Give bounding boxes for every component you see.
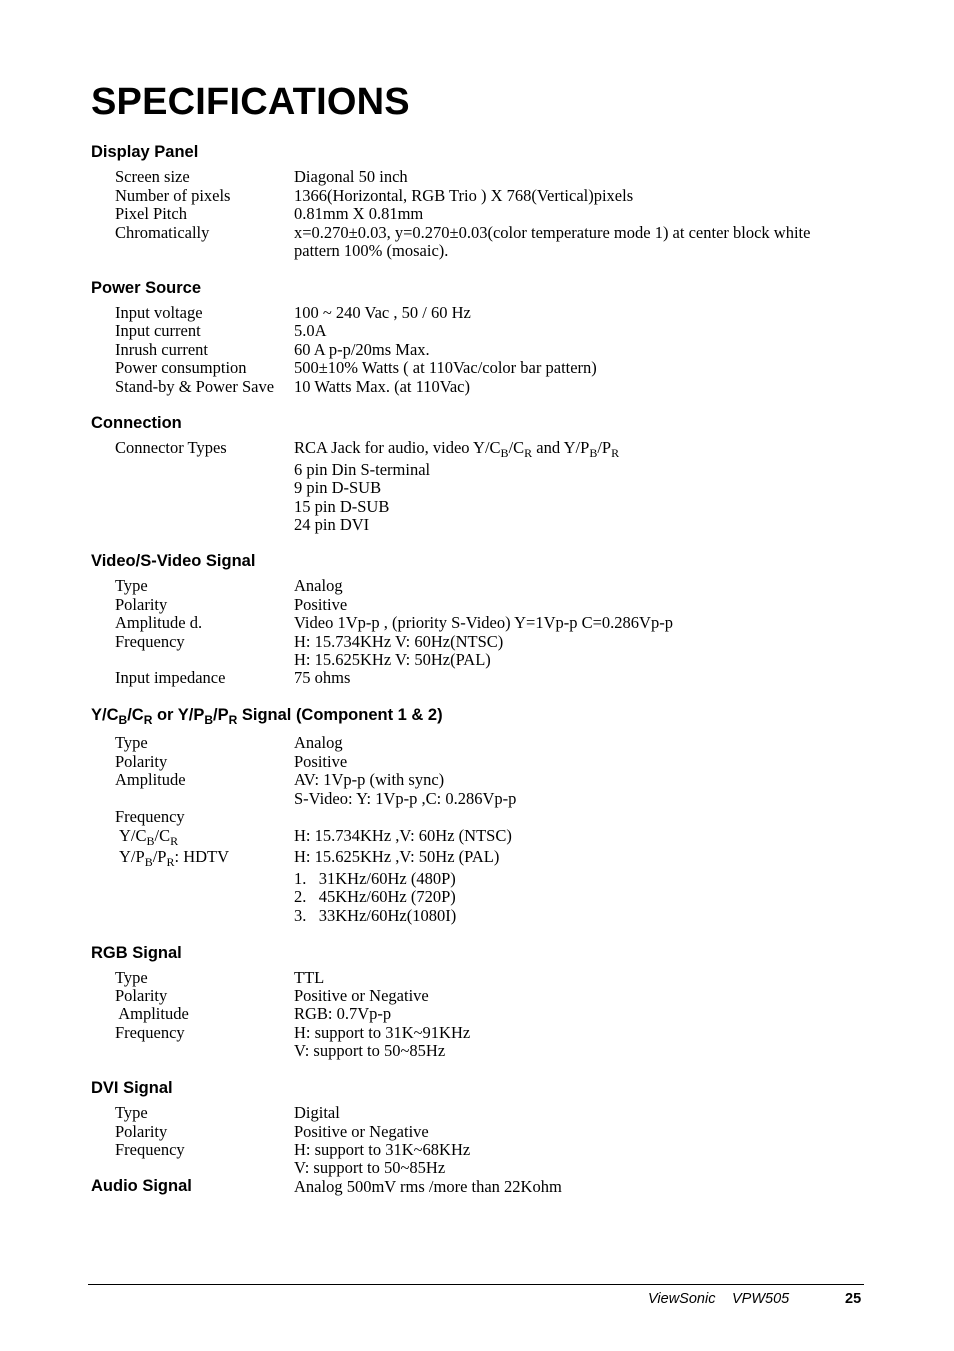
- spec-value: H: 15.734KHz ,V: 60Hz (NTSC): [294, 826, 512, 845]
- spec-label: Stand-by & Power Save: [115, 377, 275, 396]
- spec-label: Type: [115, 733, 148, 752]
- spec-row-amplitude: [0, 613, 954, 632]
- spec-row-frequency: [0, 807, 954, 826]
- spec-value: 10 Watts Max. (at 110Vac): [294, 377, 471, 396]
- page-title: SPECIFICATIONS: [91, 81, 410, 123]
- connector-item: 6 pin Din S-terminal: [294, 460, 431, 479]
- section-heading-display-panel: Display Panel: [91, 143, 199, 161]
- spec-label: Polarity: [115, 986, 168, 1005]
- section-heading-dvi: DVI Signal: [91, 1079, 173, 1097]
- spec-value: H: 15.734KHz V: 60Hz(NTSC): [294, 632, 504, 651]
- footer-brand: ViewSonic: [648, 1291, 716, 1307]
- spec-value: x=0.270±0.03, y=0.270±0.03(color temperature mode 1) at center block white: [294, 223, 811, 242]
- spec-label: Type: [115, 576, 148, 595]
- spec-value: pattern 100% (mosaic).: [294, 241, 449, 260]
- spec-row-input-current: [0, 321, 954, 340]
- spec-label: Input current: [115, 321, 201, 340]
- spec-row-chromatically: [0, 223, 954, 242]
- spec-value: RGB: 0.7Vp-p: [294, 1004, 392, 1023]
- spec-row-frequency: [0, 1023, 954, 1042]
- spec-value: Positive or Negative: [294, 986, 429, 1005]
- spec-label: Input voltage: [115, 303, 203, 322]
- spec-row-polarity: [0, 986, 954, 1005]
- hdtv-list-item: 2. 45KHz/60Hz (720P): [294, 887, 456, 906]
- spec-row-pixel-pitch: [0, 204, 954, 223]
- section-heading-audio: Audio Signal: [91, 1177, 192, 1195]
- spec-label: Polarity: [115, 1122, 168, 1141]
- spec-row-screen-size: [0, 167, 954, 186]
- spec-value: H: support to 31K~68KHz: [294, 1140, 471, 1159]
- spec-label: Frequency: [115, 1023, 185, 1042]
- spec-label: Number of pixels: [115, 186, 231, 205]
- section-heading-connection: Connection: [91, 414, 182, 432]
- spec-value: AV: 1Vp-p (with sync): [294, 770, 445, 789]
- spec-value: Positive or Negative: [294, 1122, 429, 1141]
- spec-label: Connector Types: [115, 438, 227, 457]
- spec-label: Frequency: [115, 1140, 185, 1159]
- spec-label: Screen size: [115, 167, 190, 186]
- spec-row-ypbpr: [0, 847, 954, 869]
- spec-value: Positive: [294, 752, 348, 771]
- hdtv-list-item: 1. 31KHz/60Hz (480P): [294, 869, 456, 888]
- spec-label: Amplitude: [115, 1004, 189, 1023]
- footer-model: VPW505: [732, 1291, 790, 1307]
- spec-row-frequency-cont: [0, 1041, 954, 1060]
- spec-label: Frequency: [115, 807, 185, 826]
- connector-item: 24 pin DVI: [294, 515, 370, 534]
- spec-row-connector-types: [0, 438, 954, 460]
- spec-label: Type: [115, 1103, 148, 1122]
- spec-value: Positive: [294, 595, 348, 614]
- spec-row-type: [0, 1103, 954, 1122]
- spec-label: Inrush current: [115, 340, 209, 359]
- spec-row-audio: [0, 1177, 954, 1196]
- spec-label: Amplitude: [115, 770, 186, 789]
- section-heading-component: $Y/C_B/C_R$ or $Y/P_B/P_R$ Signal (Component 1 & 2): [91, 706, 443, 727]
- spec-value: TTL: [294, 968, 325, 987]
- spec-value: V: support to 50~85Hz: [294, 1158, 446, 1177]
- spec-label: Power consumption: [115, 358, 247, 377]
- spec-row-polarity: [0, 1122, 954, 1141]
- spec-row-polarity: [0, 752, 954, 771]
- spec-label: Pixel Pitch: [115, 204, 187, 223]
- spec-row-chromatically-cont: [0, 241, 954, 260]
- spec-row-amplitude: [0, 770, 954, 789]
- spec-row-amplitude-cont: [0, 789, 954, 808]
- spec-value: 0.81mm X 0.81mm: [294, 204, 424, 223]
- spec-value: 500±10% Watts ( at 110Vac/color bar pattern): [294, 358, 597, 377]
- spec-label: Polarity: [115, 595, 168, 614]
- spec-value: Analog: [294, 733, 343, 752]
- spec-row-input-impedance: [0, 668, 954, 687]
- spec-row-frequency-cont: [0, 650, 954, 669]
- spec-value: 100 ~ 240 Vac , 50 / 60 Hz: [294, 303, 471, 322]
- spec-label: Polarity: [115, 752, 168, 771]
- spec-value: Digital: [294, 1103, 340, 1122]
- spec-value: 1366(Horizontal, RGB Trio ) X 768(Vertical)pixels: [294, 186, 634, 205]
- spec-label-ycbcr: $Y/C_B/C_R$: [119, 826, 179, 848]
- spec-label: Amplitude d.: [115, 613, 203, 632]
- spec-label: Chromatically: [115, 223, 210, 242]
- spec-row-frequency: [0, 1140, 954, 1159]
- spec-label: Input impedance: [115, 668, 226, 687]
- spec-value: S-Video: Y: 1Vp-p ,C: 0.286Vp-p: [294, 789, 517, 808]
- spec-row-ycbcr: [0, 826, 954, 848]
- spec-row-type: [0, 576, 954, 595]
- spec-row-type: [0, 968, 954, 987]
- page-number: 25: [845, 1291, 862, 1307]
- spec-value: H: support to 31K~91KHz: [294, 1023, 471, 1042]
- spec-value-rca: RCA Jack for audio, video $Y/C_B/C_R$ and $Y/P_B/P_R$: [294, 438, 620, 460]
- spec-value: Diagonal 50 inch: [294, 167, 408, 186]
- connector-item: 15 pin D-SUB: [294, 497, 390, 516]
- spec-row-power-consumption: [0, 358, 954, 377]
- spec-value: Analog 500mV rms /more than 22Kohm: [294, 1177, 562, 1196]
- footer-divider: [88, 1284, 864, 1285]
- spec-label: Frequency: [115, 632, 185, 651]
- spec-value: 5.0A: [294, 321, 327, 340]
- spec-row-inrush-current: [0, 340, 954, 359]
- section-heading-power-source: Power Source: [91, 279, 202, 297]
- section-heading-rgb: RGB Signal: [91, 944, 182, 962]
- spec-row-polarity: [0, 595, 954, 614]
- spec-row-amplitude: [0, 1004, 954, 1023]
- spec-value: 75 ohms: [294, 668, 351, 687]
- spec-row-frequency: [0, 632, 954, 651]
- hdtv-list-item: 3. 33KHz/60Hz(1080I): [294, 906, 457, 925]
- spec-value: Analog: [294, 576, 343, 595]
- spec-row-type: [0, 733, 954, 752]
- spec-label-ypbpr: $Y/P_B/P_R$: HDTV: [119, 847, 230, 869]
- spec-value: 60 A p-p/20ms Max.: [294, 340, 430, 359]
- connector-item: 9 pin D-SUB: [294, 478, 382, 497]
- spec-value: H: 15.625KHz ,V: 50Hz (PAL): [294, 847, 500, 866]
- spec-value: H: 15.625KHz V: 50Hz(PAL): [294, 650, 491, 669]
- spec-value: Video 1Vp-p , (priority S-Video) Y=1Vp-p C=0.286Vp-p: [294, 613, 673, 632]
- spec-row-frequency-cont: [0, 1158, 954, 1177]
- spec-row-standby: [0, 377, 954, 396]
- spec-value: V: support to 50~85Hz: [294, 1041, 446, 1060]
- section-heading-video: Video/S-Video Signal: [91, 552, 256, 570]
- spec-row-input-voltage: [0, 303, 954, 322]
- spec-row-number-of-pixels: [0, 186, 954, 205]
- spec-label: Type: [115, 968, 148, 987]
